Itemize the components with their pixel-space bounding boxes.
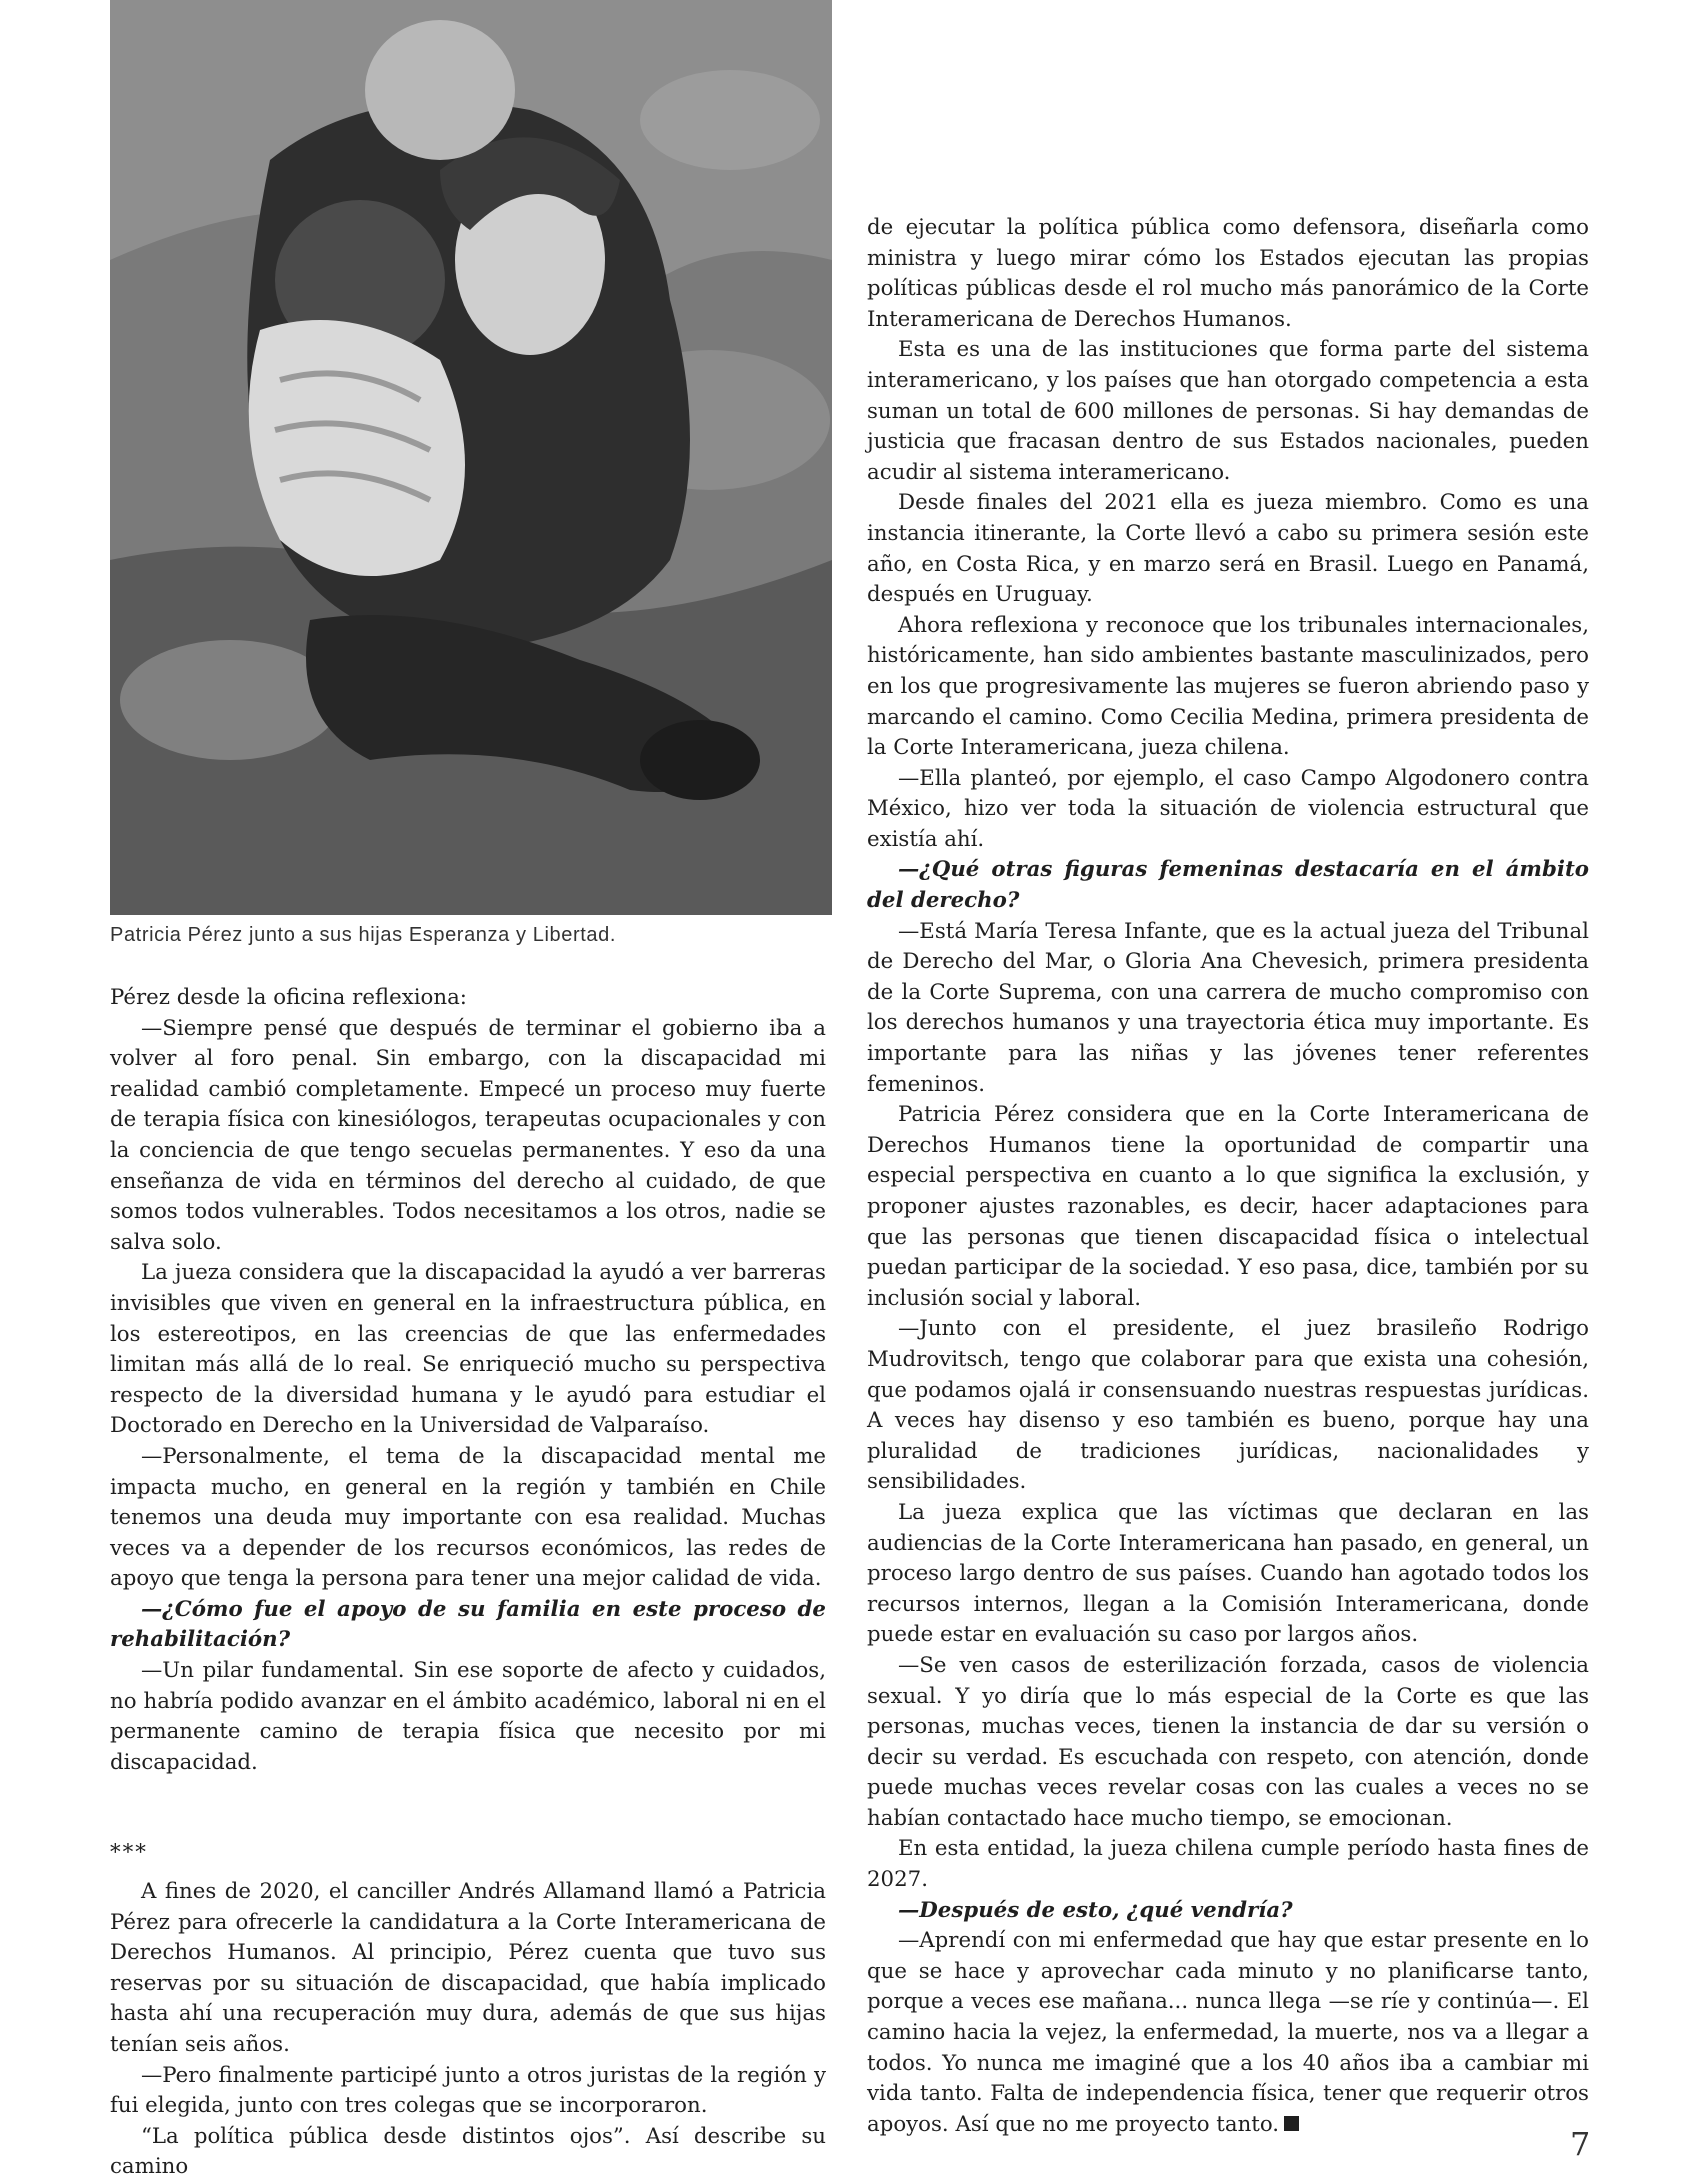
interview-question: —¿Cómo fue el apoyo de su familia en este proceso de rehabilitación?: [110, 1596, 826, 1653]
final-paragraph: [867, 1926, 1589, 2140]
paragraph: La jueza explica que las víctimas que declaran en las audiencias de la Corte Interamericana han pasado, en general, un proceso largo dentro de sus países. Cuando han agotado todos los recursos internos, llegan a la Comisión Interamericana, donde puede estar en evaluación su caso por largos años.: [867, 1499, 1589, 1648]
paragraph: Desde finales del 2021 ella es jueza miembro. Como es una instancia itinerante, la Corte llevó a cabo su primera sesión este año, en Costa Rica, y en marzo será en Brasil. Luego en Panamá, después en Uruguay.: [867, 490, 1589, 608]
mother-hugging-daughters-photo-icon: [110, 0, 832, 915]
page-number: 7: [1570, 2125, 1591, 2163]
paragraph: Esta es una de las instituciones que forma parte del sistema interamericano, y los países que han otorgado competencia a esta suman un total de 600 millones de personas. Si hay demandas de justicia que fracasan dentro de sus Estados nacionales, pueden acudir al sistema interamericano.: [867, 337, 1589, 485]
left-column: [110, 983, 826, 2183]
right-column: [867, 213, 1589, 2140]
final-paragraph-text: —Aprendí con mi enfermedad que hay que estar presente en lo que se hace y aprovechar cada minuto y no planificarse tanto, porque a veces ese mañana... nunca llega —se ríe y continúa—. El camino hacia la vejez, la enfermedad, la muerte, nos va a llegar a todos. Yo nunca me imaginé que a los 40 años iba a cambiar mi vida tanto. Falta de independencia física, tener que requerir otros apoyos. Así que no me proyecto tanto.: [867, 1928, 1589, 2137]
paragraph: A fines de 2020, el canciller Andrés Allamand llamó a Patricia Pérez para ofrecerle la candidatura a la Corte Interamericana de Derechos Humanos. Al principio, Pérez cuenta que tuvo sus reservas por su situación de discapacidad, que había implicado hasta ahí una recuperación muy dura, además de que sus hijas tenían seis años.: [110, 1879, 826, 2057]
interview-question: —¿Qué otras figuras femeninas destacaría en el ámbito del derecho?: [867, 857, 1589, 914]
paragraph: —Personalmente, el tema de la discapacidad mental me impacta mucho, en general en la región y también en Chile tenemos una deuda muy importante con esa realidad. Muchas veces va a depender de los recursos económicos, las redes de apoyo que tenga la persona para tener una mejor calidad de vida.: [110, 1443, 826, 1592]
paragraph: —Junto con el presidente, el juez brasileño Rodrigo Mudrovitsch, tengo que colaborar para que exista una cohesión, que podamos ojalá ir consensuando nuestras respuestas jurídicas. A veces hay disenso y eso también es bueno, porque hay una pluralidad de tradiciones jurídicas, nacionalidades y sensibilidades.: [867, 1316, 1589, 1495]
end-of-article-square-icon: [1284, 2116, 1299, 2131]
article-photo: [110, 0, 832, 915]
interview-question: —Después de esto, ¿qué vendría?: [898, 1897, 1293, 1923]
paragraph: —Pero finalmente participé junto a otros juristas de la región y fui elegida, junto con tres colegas que se incorporaron.: [110, 2062, 826, 2119]
paragraph: Patricia Pérez considera que en la Corte Interamericana de Derechos Humanos tiene la oportunidad de compartir una especial perspectiva en cuanto a lo que significa la exclusión, y proponer ajustes razonables, es decir, hacer adaptaciones para que las personas que tienen discapacidad física o intelectual puedan participar de la sociedad. Y eso pasa, dice, también por su inclusión social y laboral.: [867, 1102, 1589, 1311]
paragraph: “La política pública desde distintos ojos”. Así describe su camino: [110, 2123, 826, 2180]
section-break: ***: [110, 1840, 148, 1866]
paragraph: —Ella planteó, por ejemplo, el caso Campo Algodonero contra México, hizo ver toda la situación de violencia estructural que existía ahí.: [867, 765, 1589, 852]
photo-caption: Patricia Pérez junto a sus hijas Esperanza y Libertad.: [110, 924, 616, 946]
paragraph: de ejecutar la política pública como defensora, diseñarla como ministra y luego mirar cómo los Estados ejecutan las propias políticas públicas desde el rol mucho más panorámico de la Corte Interamericana de Derechos Humanos.: [867, 215, 1589, 332]
paragraph: —Un pilar fundamental. Sin ese soporte de afecto y cuidados, no habría podido avanzar en el ámbito académico, laboral ni en el permanente camino de terapia física que necesito por mi discapacidad.: [110, 1658, 826, 1775]
paragraph: —Siempre pensé que después de terminar el gobierno iba a volver al foro penal. Sin embargo, con la discapacidad mi realidad cambió completamente. Empecé un proceso muy fuerte de terapia física con kinesiólogos, terapeutas ocupacionales y con la conciencia de que tengo secuelas permanentes. Y eso da una enseñanza de vida en términos del derecho al cuidado, de que somos todos vulnerables. Todos necesitamos a los otros, nadie se salva solo.: [110, 1015, 826, 1255]
paragraph: —Está María Teresa Infante, que es la actual jueza del Tribunal de Derecho del Mar, o Gloria Ana Chevesich, primera presidenta de la Corte Suprema, con una carrera de mucho compromiso con los derechos humanos y una trayectoria ética muy importante. Es importante para las niñas y las jóvenes tener referentes femeninos.: [867, 918, 1589, 1097]
paragraph: Ahora reflexiona y reconoce que los tribunales internacionales, históricamente, han sido ambientes bastante masculinizados, pero en los que progresivamente las mujeres se fueron abriendo paso y marcando el camino. Como Cecilia Medina, primera presidenta de la Corte Interamericana, jueza chilena.: [867, 612, 1589, 761]
paragraph: Pérez desde la oficina reflexiona:: [110, 985, 467, 1010]
paragraph: En esta entidad, la jueza chilena cumple período hasta fines de 2027.: [867, 1836, 1589, 1893]
paragraph: La jueza considera que la discapacidad la ayudó a ver barreras invisibles que viven en general en la infraestructura pública, en los estereotipos, en las creencias de que las enfermedades limitan más allá de lo real. Se enriqueció mucho su perspectiva respecto de la diversidad humana y le ayudó para estudiar el Doctorado en Derecho en la Universidad de Valparaíso.: [110, 1260, 826, 1439]
paragraph: —Se ven casos de esterilización forzada, casos de violencia sexual. Y yo diría que lo más especial de la Corte es que las personas, muchas veces, tienen la instancia de dar su versión o decir su verdad. Es escuchada con respeto, con atención, donde puede muchas veces revelar cosas con las cuales a veces no se habían contactado hace mucho tiempo, se emocionan.: [867, 1652, 1589, 1831]
